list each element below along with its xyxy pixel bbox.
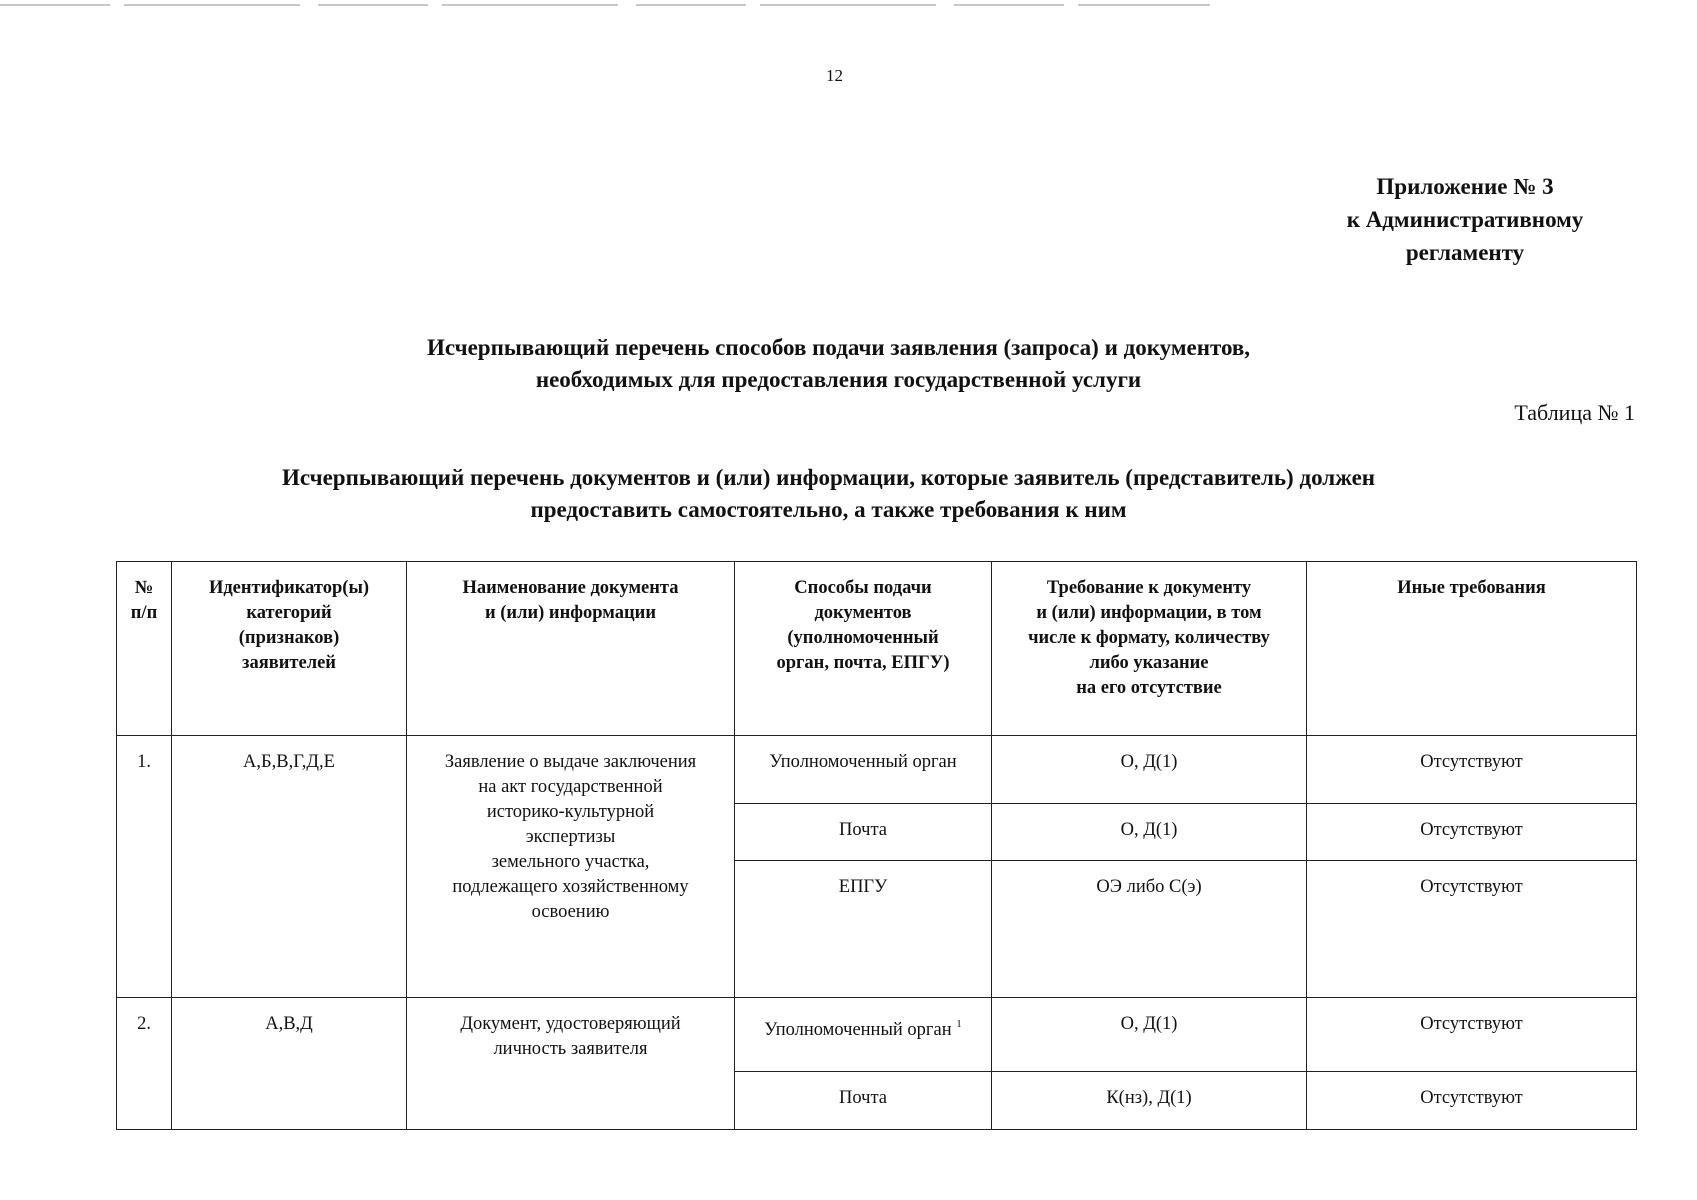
table-title-line-1: Исчерпывающий перечень документов и (или) информации, которые заявитель (представитель) должен [281,465,1376,490]
header-categories: Идентификатор(ы) категорий (признаков) заявителей [172,562,407,736]
table-title [0,462,1677,526]
submission-method [735,998,992,1072]
row-categories: А,В,Д [172,998,407,1130]
footnote-marker: 1 [956,1018,962,1030]
other-requirement: Отсутствуют [1307,1072,1637,1130]
row-number: 2. [117,998,172,1130]
table-row [117,736,1637,804]
other-requirement: Отсутствуют [1307,861,1637,998]
row-document-name: Документ, удостоверяющий личность заявителя [407,998,735,1130]
document-requirement: О, Д(1) [992,998,1307,1072]
document-requirement: О, Д(1) [992,804,1307,861]
submission-method: Уполномоченный орган [735,736,992,804]
appendix-heading [1290,170,1640,269]
row-number: 1. [117,736,172,998]
document-requirement: К(нз), Д(1) [992,1072,1307,1130]
submission-method: Почта [735,1072,992,1130]
other-requirement: Отсутствуют [1307,998,1637,1072]
table-title-line-2: предоставить самостоятельно, а также требования к ним [530,497,1127,522]
table-label: Таблица № 1 [1514,400,1635,425]
other-requirement: Отсутствуют [1307,804,1637,861]
row-categories: А,Б,В,Г,Д,Е [172,736,407,998]
document-requirement: О, Д(1) [992,736,1307,804]
header-other-requirements: Иные требования [1307,562,1637,736]
submission-method-label: Уполномоченный орган [764,1020,952,1040]
submission-method: ЕПГУ [735,861,992,998]
scan-top-edge-line [0,4,1210,6]
document-title-line-2: необходимых для предоставления государственной услуги [535,367,1142,392]
header-submission-methods: Способы подачи документов (уполномоченный орган, почта, ЕПГУ) [735,562,992,736]
document-title-line-1: Исчерпывающий перечень способов подачи заявления (запроса) и документов, [426,335,1251,360]
header-number: № п/п [117,562,172,736]
appendix-line-3: регламенту [1405,240,1525,265]
document-requirement: ОЭ либо С(э) [992,861,1307,998]
appendix-line-1: Приложение № 3 [1376,174,1554,199]
documents-table [116,561,1637,1130]
table-row [117,998,1637,1072]
table-header-row [117,562,1637,736]
row-document-name: Заявление о выдаче заключения на акт государственной историко-культурной экспертизы земельного участка, подлежащего хозяйственному освоению [407,736,735,998]
header-document-requirements: Требование к документу и (или) информации, в том числе к формату, количеству либо указание на его отсутствие [992,562,1307,736]
submission-method: Почта [735,804,992,861]
header-document-name: Наименование документа и (или) информации [407,562,735,736]
other-requirement: Отсутствуют [1307,736,1637,804]
appendix-line-2: к Административному [1346,207,1584,232]
document-title [0,332,1687,396]
page-number: 12 [826,66,843,85]
